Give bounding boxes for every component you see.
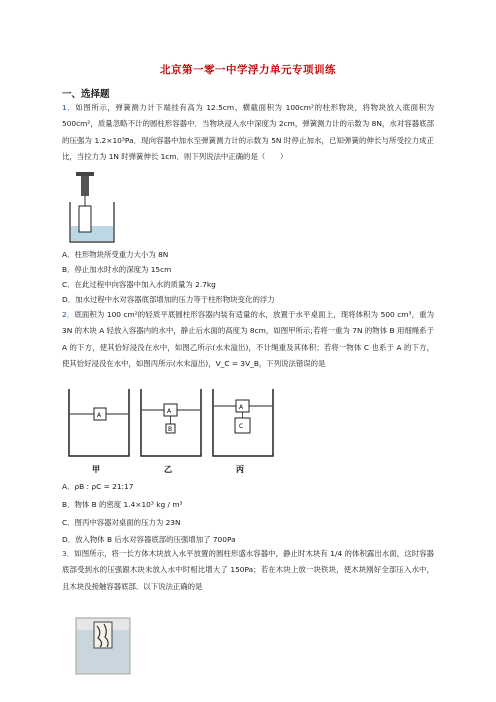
figure-jia [69, 389, 129, 456]
svg-text:A: A [239, 404, 244, 411]
figure-yi [141, 389, 201, 456]
question-1-number: 1． [62, 103, 76, 112]
water [71, 226, 113, 241]
question-2-figures [66, 386, 286, 476]
svg-text:B: B [168, 426, 173, 433]
q2-option-a: A．ρB : ρC = 21:17 [62, 482, 134, 491]
question-1-body: 如图所示，弹簧测力计下端挂有高为 12.5cm、横截面积为 100cm²的柱形物块，将物块放入底面积为 500cm²，质量忽略不计的圆柱形容器中．当物块浸入水中深度为 2cm，弹簧测力计的示数为 8N，水对容器底部的压强为 1.2×10³Pa．现向容器中加水至弹簧测力计的示数为 5N 时停止加水，已知弹簧的伸长与所受拉力成正比，当拉力为 1N 时弹簧伸长 1cm．则下列说法中正确的是（ ） [62, 103, 434, 161]
q1-option-b: B．停止加水时水的深度为 15cm [62, 265, 172, 274]
question-3-figure [74, 616, 134, 676]
question-3-number: 3． [62, 549, 75, 558]
q1-option-d: D．加水过程中水对容器底部增加的压力等于柱形物块变化的浮力 [62, 295, 275, 304]
section-heading: 一、选择题 [62, 89, 110, 100]
question-2-text [62, 307, 434, 372]
q2-option-b: B．物体 B 的密度 1.4×10³ kg / m³ [62, 500, 183, 509]
figure-label-yi: 乙 [164, 465, 172, 474]
figure-bing [213, 389, 273, 456]
question-3-text [62, 546, 434, 595]
figure-label-bing: 丙 [236, 465, 244, 474]
svg-text:A: A [167, 408, 172, 415]
q2-option-c: C．图丙中容器对桌面的压力为 23N [62, 518, 181, 527]
question-1-text [62, 100, 434, 165]
question-2-body: 底面积为 100 cm²的轻质平底圆柱形容器内装有适量的水，放置于水平桌面上，现将体积为 500 cm³，重为 3N 的木块 A 轻放入容器内的水中，静止后水面的高度为 8cm，如图甲所示;若将一重为 7N 的物体 B 用细绳系于 A 的下方，使其恰好浸没在水中，如图乙所示(水未溢出)，不计绳重及其体积；若将一物体 C 也系于 A 的下方，使其恰好浸没在水中，如图丙所示(水未溢出)，V_C = 3V_B，下列说法错误的是 [62, 310, 434, 368]
spring-scale [81, 176, 89, 196]
spring-mount [76, 172, 94, 176]
question-3-body: 如图所示，将一长方体木块放入水平放置的圆柱形盛水容器中，静止时木块有 1/4 的体积露出水面，这时容器底部受到水的压强跟木块未放入水中时相比增大了 150Pa；若在木块上放一块铁块，使木块刚好全部压入水中，且木块没接触容器底部．以下说法正确的是 [62, 549, 434, 591]
page-title: 北京第一零一中学浮力单元专项训练 [160, 64, 336, 76]
question-2-number: 2． [62, 310, 75, 319]
svg-text:C: C [239, 423, 244, 430]
q2-option-d: D．放入物体 B 后水对容器底部的压强增加了 700Pa [62, 535, 236, 544]
svg-text:A: A [97, 412, 102, 419]
wood-block [94, 622, 112, 648]
q1-option-a: A．柱形物块所受重力大小为 8N [62, 250, 169, 259]
question-1-figure [66, 172, 122, 250]
block [79, 206, 91, 232]
q1-option-c: C．在此过程中向容器中加入水的质量为 2.7kg [62, 280, 216, 289]
figure-label-jia: 甲 [92, 465, 100, 474]
